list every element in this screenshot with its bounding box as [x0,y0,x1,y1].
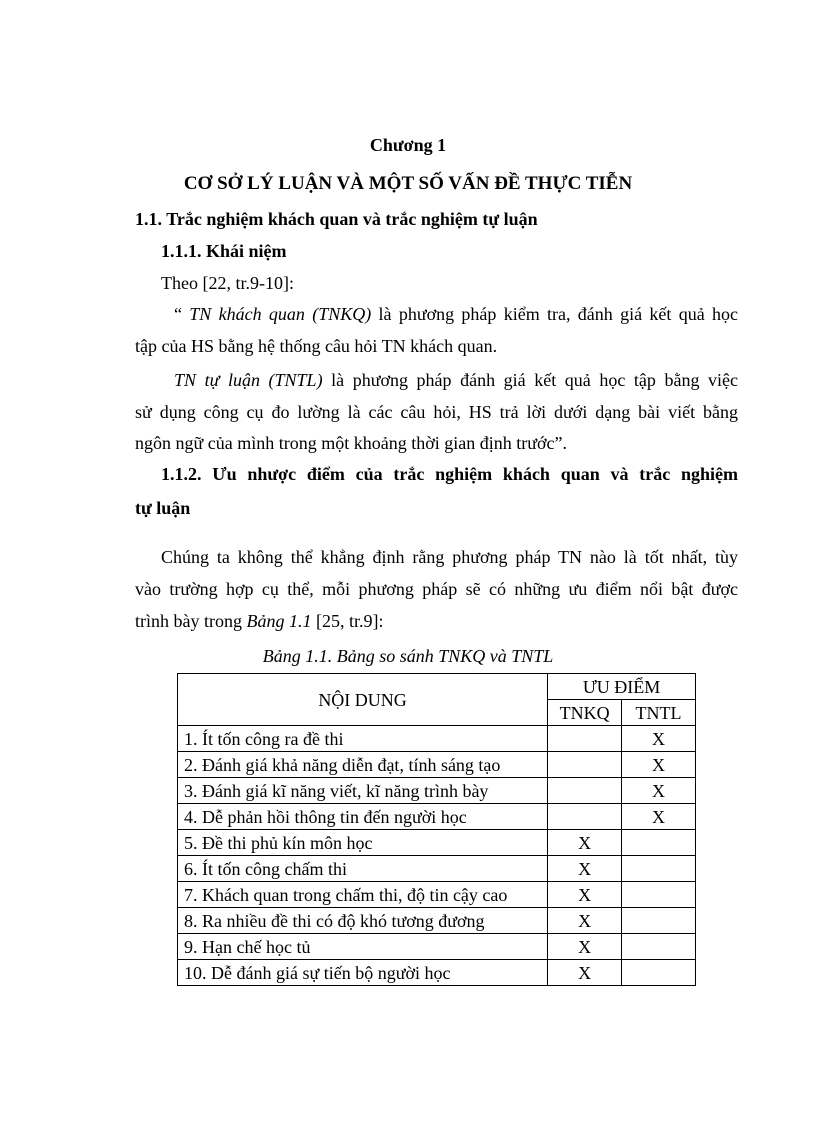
section-title: Trắc nghiệm khách quan và trắc nghiệm tự luận [166,209,538,229]
header-tnkq: TNKQ [548,700,622,726]
row-tnkq-mark: X [548,934,622,960]
row-tnkq-mark [548,726,622,752]
row-tnkq-mark: X [548,856,622,882]
table-caption: Bảng 1.1. Bảng so sánh TNKQ và TNTL [262,646,554,666]
section-heading-1-1-2-line1: 1.1.2. Ưu nhược điểm của trắc nghiệm khách quan và trắc nghiệm [161,464,738,484]
row-content: 10. Dễ đánh giá sự tiến bộ người học [178,960,548,986]
row-tnkq-mark: X [548,882,622,908]
citation: [25, tr.9]: [311,611,384,631]
row-tnkq-mark [548,752,622,778]
table-row [178,726,696,752]
row-tnkq-mark: X [548,830,622,856]
intro-paragraph-line3 [135,610,738,632]
table-row [178,778,696,804]
header-tntl: TNTL [622,700,696,726]
row-tntl-mark [622,908,696,934]
tntl-term: TN tự luận (TNTL) [174,370,323,390]
row-content: 6. Ít tốn công chấm thi [178,856,548,882]
row-tnkq-mark: X [548,960,622,986]
table-row [178,882,696,908]
section-number: 1.1. [135,209,162,229]
tnkq-text: là phương pháp kiểm tra, đánh giá kết quả học [371,304,738,324]
row-content: 4. Dễ phản hồi thông tin đến người học [178,804,548,830]
row-content: 5. Đề thi phủ kín môn học [178,830,548,856]
row-tntl-mark: X [622,804,696,830]
row-tntl-mark: X [622,752,696,778]
chapter-title: CƠ SỞ LÝ LUẬN VÀ MỘT SỐ VẤN ĐỀ THỰC TIỄN [183,173,633,194]
chapter-label: Chương 1 [369,135,447,155]
quote-open: “ [174,304,190,324]
row-content: 7. Khách quan trong chấm thi, độ tin cậy cao [178,882,548,908]
row-content: 3. Đánh giá kĩ năng viết, kĩ năng trình bày [178,778,548,804]
table-row [178,804,696,830]
row-content: 1. Ít tốn công ra đề thi [178,726,548,752]
header-content: NỘI DUNG [178,674,548,726]
row-tntl-mark: X [622,726,696,752]
table-row [178,830,696,856]
row-content: 2. Đánh giá khả năng diễn đạt, tính sáng tạo [178,752,548,778]
table-row [178,960,696,986]
tnkq-definition-line1 [174,303,738,325]
intro-paragraph-line1: Chúng ta không thể khẳng định rằng phương pháp TN nào là tốt nhất, tùy [161,547,738,567]
row-tntl-mark [622,934,696,960]
table-row [178,752,696,778]
section-heading-1-1 [135,208,538,230]
row-tntl-mark: X [622,778,696,804]
tntl-definition-line3: ngôn ngữ của mình trong một khoảng thời gian định trước”. [135,433,567,453]
row-tntl-mark [622,830,696,856]
table-row [178,908,696,934]
row-tntl-mark [622,882,696,908]
row-tnkq-mark [548,778,622,804]
row-tntl-mark [622,960,696,986]
tntl-definition-line2: sử dụng công cụ đo lường là các câu hỏi, HS trả lời dưới dạng bài viết bằng [135,402,738,422]
intro-text: trình bày trong [135,611,247,631]
row-tnkq-mark [548,804,622,830]
tnkq-term: TN khách quan (TNKQ) [189,304,372,324]
row-content: 8. Ra nhiều đề thi có độ khó tương đương [178,908,548,934]
row-tnkq-mark: X [548,908,622,934]
row-content: 9. Hạn chế học tủ [178,934,548,960]
table-reference: Bảng 1.1 [246,611,312,631]
row-tntl-mark [622,856,696,882]
tnkq-definition-line2: tập của HS bằng hệ thống câu hỏi TN khách quan. [135,336,498,356]
section-heading-1-1-1: 1.1.1. Khái niệm [161,241,287,261]
header-advantage: ƯU ĐIỂM [548,674,696,700]
table-row [178,934,696,960]
intro-paragraph-line2: vào trường hợp cụ thể, mỗi phương pháp sẽ có những ưu điểm nổi bật được [135,579,738,599]
tntl-text: là phương pháp đánh giá kết quả học tập bằng việc [322,370,738,390]
comparison-table [177,673,696,986]
table-row [178,856,696,882]
section-heading-1-1-2-line2: tự luận [135,498,191,518]
tntl-definition-line1 [174,369,738,391]
table-header-row [178,674,696,700]
paragraph-theo: Theo [22, tr.9-10]: [161,273,294,293]
